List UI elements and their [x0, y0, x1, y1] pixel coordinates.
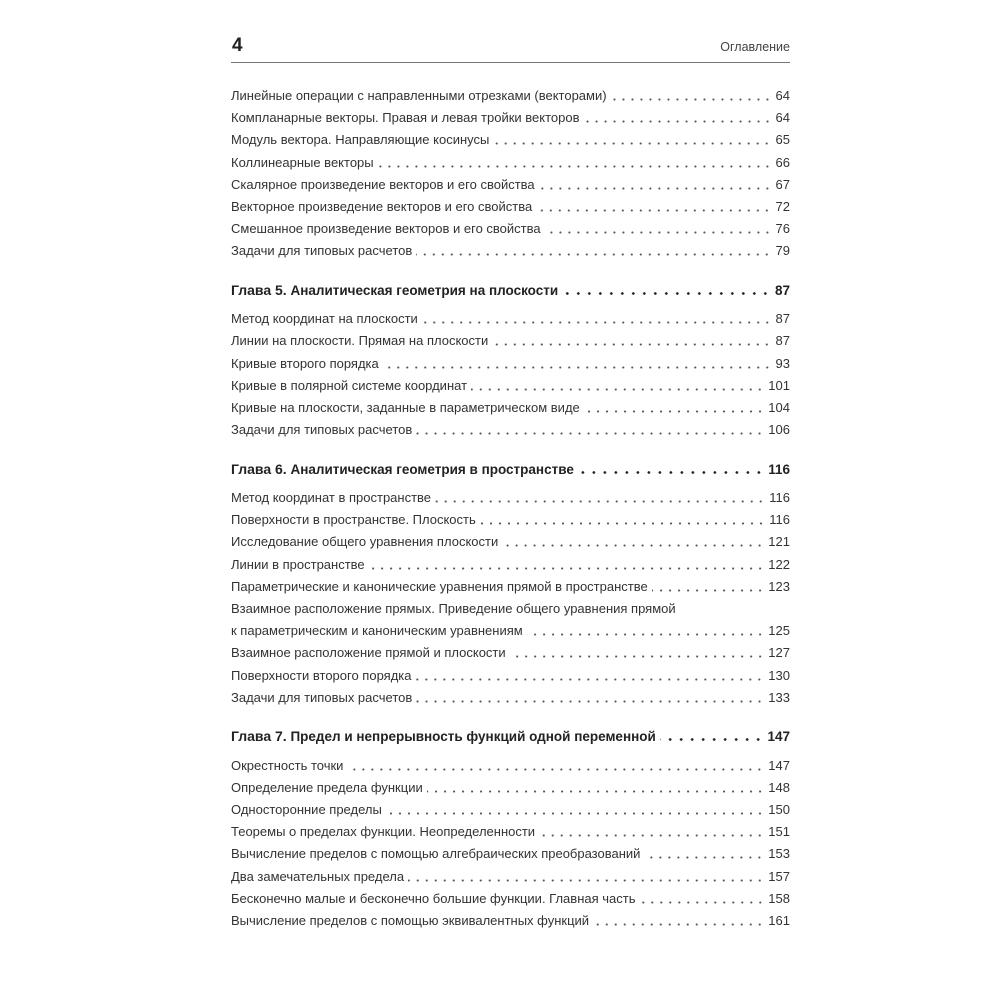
entry-title-line1: Взаимное расположение прямых. Приведение общего уравнения прямой	[231, 600, 676, 616]
entry-page: 151	[768, 824, 790, 840]
entry-page: 72	[775, 198, 790, 214]
toc-entry[interactable]	[231, 665, 790, 687]
entry-page: 67	[775, 176, 790, 192]
entry-title: Линейные операции с направленными отрезками (векторами)	[231, 88, 607, 103]
dot-leader	[427, 783, 765, 793]
dot-leader	[536, 202, 771, 212]
entry-title: Два замечательных предела	[231, 868, 405, 884]
chapter-title	[231, 279, 558, 302]
dot-leader	[408, 872, 764, 882]
chapter-name: Аналитическая геометрия в пространстве	[290, 461, 574, 477]
entry-page: 93	[775, 355, 790, 371]
entry-page: 101	[768, 377, 790, 393]
toc-entry[interactable]	[231, 843, 790, 865]
entry-title: Параметрические и канонические уравнения прямой в пространстве	[231, 578, 648, 594]
entry-title: Определение предела функции	[231, 779, 423, 795]
entry-line2	[231, 620, 790, 642]
entry-title: Задачи для типовых расчетов	[231, 422, 413, 438]
dot-leader	[527, 626, 765, 636]
page-header	[231, 34, 790, 63]
dot-leader	[584, 403, 765, 413]
entry-page: 133	[768, 689, 790, 705]
chapter-label: Глава 5.	[231, 282, 287, 298]
entry-title: Векторное произведение векторов и его свойства	[231, 198, 533, 214]
entry-page: 123	[768, 578, 790, 594]
entry-title: Задачи для типовых расчетов	[231, 243, 413, 259]
entry-page: 65	[775, 132, 790, 148]
toc-entry[interactable]	[231, 866, 790, 888]
toc-entry[interactable]	[231, 330, 790, 352]
dot-leader	[539, 827, 764, 837]
entry-title: Задачи для типовых расчетов	[231, 689, 413, 705]
dot-leader	[471, 381, 764, 391]
entry-title: Модуль вектора. Направляющие косинусы	[231, 132, 490, 148]
entry-title: Бесконечно малые и бесконечно большие функции. Главная часть	[231, 890, 636, 906]
running-title: Оглавление	[720, 40, 790, 54]
entry-title: Односторонние пределы	[231, 801, 382, 817]
toc-entry[interactable]	[231, 152, 790, 174]
entry-page: 64	[775, 88, 790, 103]
toc-entry[interactable]	[231, 419, 790, 441]
entry-title: Скалярное произведение векторов и его свойства	[231, 176, 535, 192]
entry-page: 87	[775, 333, 790, 349]
dot-leader	[480, 515, 766, 525]
entry-page: 148	[768, 779, 790, 795]
toc-entry[interactable]	[231, 755, 790, 777]
dot-leader	[378, 158, 772, 168]
entry-title: Компланарные векторы. Правая и левая тройки векторов	[231, 110, 580, 126]
chapter-heading[interactable]	[231, 725, 790, 747]
entry-title: Кривые второго порядка	[231, 355, 379, 371]
toc-entry[interactable]	[231, 799, 790, 821]
dot-leader	[416, 693, 764, 703]
dot-leader	[584, 113, 772, 123]
dot-leader	[644, 849, 764, 859]
dot-leader	[416, 425, 764, 435]
entry-title-line2: к параметрическим и каноническим уравнениям	[231, 623, 523, 639]
toc-entry[interactable]	[231, 777, 790, 799]
entry-title: Теоремы о пределах функции. Неопределенности	[231, 824, 536, 840]
dot-leader	[347, 761, 764, 771]
entry-title: Окрестность точки	[231, 757, 344, 773]
entry-title: Исследование общего уравнения плоскости	[231, 534, 499, 550]
dot-leader	[578, 464, 764, 474]
dot-leader	[369, 560, 765, 570]
toc-entry[interactable]	[231, 397, 790, 419]
entry-title: Поверхности в пространстве. Плоскость	[231, 512, 476, 528]
entry-page: 66	[775, 154, 790, 170]
toc-entry[interactable]	[231, 240, 790, 262]
chapter-title	[231, 725, 656, 748]
entry-page: 147	[768, 757, 790, 773]
entry-page: 116	[769, 512, 790, 528]
chapter-label: Глава 7.	[231, 728, 287, 745]
entry-page: 158	[768, 890, 790, 906]
entry-page: 64	[775, 110, 790, 126]
toc-entry[interactable]	[231, 375, 790, 397]
toc-entry[interactable]	[231, 554, 790, 576]
toc-entry[interactable]	[231, 888, 790, 910]
toc-entry[interactable]	[231, 576, 790, 598]
entry-title: Линии на плоскости. Прямая на плоскости	[231, 333, 489, 349]
dot-leader	[611, 91, 772, 101]
dot-leader	[539, 180, 772, 190]
toc-entry[interactable]	[231, 509, 790, 531]
dot-leader	[593, 916, 764, 926]
chapter-title	[231, 458, 574, 481]
toc-entry[interactable]	[231, 308, 790, 330]
dot-leader	[386, 805, 764, 815]
entry-page: 106	[768, 422, 790, 438]
entry-page: 125	[768, 623, 790, 639]
dot-leader	[502, 537, 764, 547]
entry-title: Метод координат в пространстве	[231, 490, 432, 505]
toc-entry[interactable]	[231, 821, 790, 843]
entry-page: 122	[768, 556, 790, 572]
entry-title: Коллинеарные векторы	[231, 154, 374, 170]
dot-leader	[652, 582, 765, 592]
entry-title: Линии в пространстве	[231, 556, 365, 572]
chapter-name: Аналитическая геометрия на плоскости	[290, 283, 559, 298]
entry-page: 161	[768, 912, 790, 928]
toc-entry[interactable]	[231, 218, 790, 240]
chapter-page: 116	[768, 461, 790, 477]
entry-page: 153	[768, 846, 790, 862]
dot-leader	[640, 894, 765, 904]
chapter-heading[interactable]	[231, 279, 790, 301]
toc-entry[interactable]	[231, 129, 790, 151]
toc-entry[interactable]	[231, 910, 790, 932]
toc-entry[interactable]	[231, 531, 790, 553]
dot-leader	[422, 314, 772, 324]
entry-title: Кривые на плоскости, заданные в параметрическом виде	[231, 399, 580, 415]
entry-title: Метод координат на плоскости	[231, 311, 418, 327]
entry-title: Кривые в полярной системе координат	[231, 377, 468, 393]
toc-entry[interactable]	[231, 85, 790, 107]
toc-entry[interactable]	[231, 642, 790, 664]
entry-page: 116	[769, 490, 790, 505]
toc-entry[interactable]	[231, 353, 790, 375]
toc-entry[interactable]	[231, 107, 790, 129]
toc-entry[interactable]	[231, 196, 790, 218]
entry-page: 121	[768, 534, 790, 550]
table-of-contents	[231, 85, 790, 932]
entry-title: Поверхности второго порядка	[231, 667, 412, 683]
toc-entry[interactable]	[231, 687, 790, 709]
dot-leader	[660, 731, 764, 741]
entry-page: 87	[775, 311, 790, 327]
dot-leader	[510, 648, 765, 658]
chapter-name: Предел и непрерывность функций одной переменной	[290, 729, 656, 745]
dot-leader	[383, 359, 772, 369]
dot-leader	[545, 224, 772, 234]
dot-leader	[492, 336, 771, 346]
entry-page: 130	[768, 667, 790, 683]
toc-entry[interactable]	[231, 487, 790, 509]
dot-leader	[493, 135, 771, 145]
entry-page: 76	[775, 221, 790, 237]
dot-leader	[415, 671, 764, 681]
entry-title: Смешанное произведение векторов и его свойства	[231, 221, 541, 237]
dot-leader	[416, 246, 771, 256]
chapter-heading[interactable]	[231, 458, 790, 480]
entry-page: 150	[768, 801, 790, 817]
entry-page: 104	[768, 399, 790, 415]
entry-title: Вычисление пределов с помощью алгебраических преобразований	[231, 846, 641, 862]
dot-leader	[562, 285, 771, 295]
entry-page: 127	[768, 645, 790, 661]
chapter-page: 87	[774, 283, 790, 298]
dot-leader	[435, 493, 765, 503]
toc-entry[interactable]	[231, 598, 790, 642]
toc-entry[interactable]	[231, 174, 790, 196]
chapter-page: 147	[767, 729, 790, 745]
entry-page: 157	[768, 868, 790, 884]
entry-page: 79	[775, 243, 790, 259]
entry-title: Вычисление пределов с помощью эквивалентных функций	[231, 912, 590, 928]
page-number: 4	[232, 35, 243, 56]
chapter-label: Глава 6.	[231, 460, 287, 477]
entry-title: Взаимное расположение прямой и плоскости	[231, 645, 506, 661]
